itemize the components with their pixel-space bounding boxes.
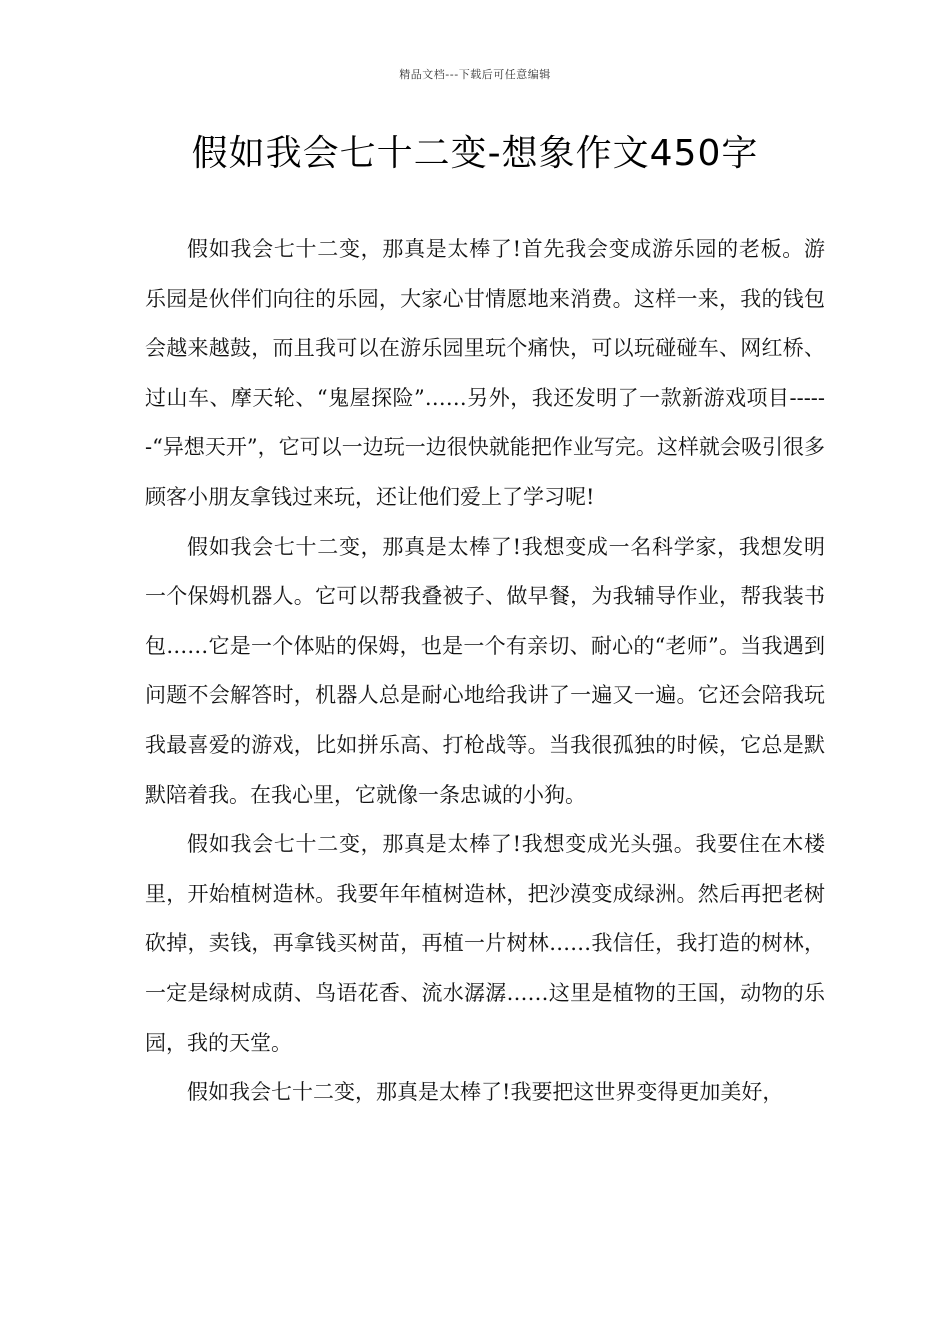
document-body (145, 225, 825, 1118)
paragraph-2: 假如我会七十二变，那真是太棒了!我想变成一名科学家，我想发明一个保姆机器人。它可以帮我叠被子、做早餐，为我辅导作业，帮我装书包……它是一个体贴的保姆，也是一个有亲切、耐心的“老师”。当我遇到问题不会解答时，机器人总是耐心地给我讲了一遍又一遍。它还会陪我玩我最喜爱的游戏，比如拼乐高、打枪战等。当我很孤独的时候，它总是默默陪着我。在我心里，它就像一条忠诚的小狗。 (145, 534, 825, 807)
document-title: 假如我会七十二变-想象作文450字 (191, 133, 759, 174)
paragraph-1: 假如我会七十二变，那真是太棒了!首先我会变成游乐园的老板。游乐园是伙伴们向往的乐园，大家心甘情愿地来消费。这样一来，我的钱包会越来越鼓，而且我可以在游乐园里玩个痛快，可以玩碰碰车、网红桥、过山车、摩天轮、“鬼屋探险”……另外，我还发明了一款新游戏项目------“异想天开”，它可以一边玩一边很快就能把作业写完。这样就会吸引很多顾客小朋友拿钱过来玩，还让他们爱上了学习呢! (145, 237, 825, 509)
paragraph-3: 假如我会七十二变，那真是太棒了!我想变成光头强。我要住在木楼里，开始植树造林。我要年年植树造林，把沙漠变成绿洲。然后再把老树砍掉，卖钱，再拿钱买树苗，再植一片树林……我信任，我打造的树林，一定是绿树成荫、鸟语花香、流水潺潺……这里是植物的王国，动物的乐园，我的天堂。 (145, 832, 825, 1055)
header-note: 精品文档---下载后可任意编辑 (399, 68, 551, 81)
paragraph-4: 假如我会七十二变，那真是太棒了!我要把这世界变得更加美好， (187, 1080, 784, 1105)
